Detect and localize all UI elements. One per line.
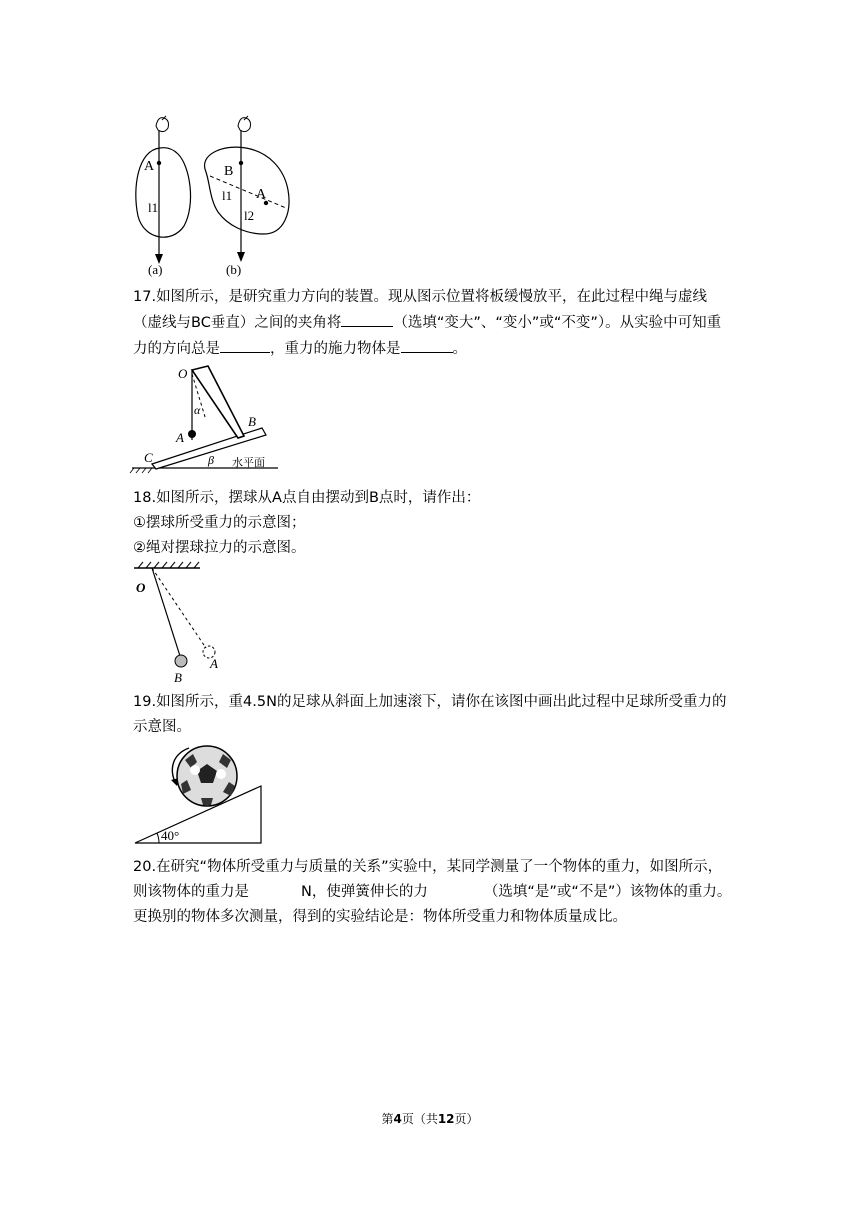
- pendulum-ball-b: [175, 655, 187, 667]
- caption-fig-a: (a): [148, 262, 163, 277]
- label-c: C: [144, 450, 153, 465]
- question-17-line4: 。: [452, 341, 467, 357]
- figure-football-incline: [133, 740, 265, 846]
- hand-icon-b: [238, 116, 251, 132]
- footer-suffix: 页）: [454, 1112, 479, 1126]
- label-b: B: [248, 414, 256, 429]
- question-20-part3: （选填“是”或“不是”）该物体的重力。更换别的物体多次测量，得到的实验结论是：物体所受重力和物体质量成: [133, 884, 732, 925]
- question-18-item1: ①摆球所受重力的示意图；: [133, 515, 306, 531]
- label-b: B: [174, 670, 182, 685]
- label-l1-fig-b: l1: [222, 188, 233, 203]
- label-l2-fig-b: l2: [244, 208, 255, 223]
- caption-fig-b: (b): [226, 262, 242, 277]
- label-beta: β: [208, 453, 214, 467]
- label-ground: 水平面: [232, 456, 265, 469]
- label-o: O: [136, 580, 146, 595]
- hand-icon-a: [156, 116, 169, 132]
- figure-plumb-line: [128, 108, 298, 280]
- label-point-a-fig-a: A: [144, 159, 155, 174]
- question-18-text: 如图所示，摆球从A点自由摆动到B点时，请作出：: [156, 490, 481, 506]
- page-footer: [0, 1110, 860, 1127]
- answer-blank-17-1[interactable]: [341, 310, 393, 327]
- upright-panel: [192, 366, 244, 438]
- question-17-line2: （选填“变大”、“变小”或“不变”）。从实验中可知重力的方向总是: [133, 315, 722, 357]
- question-18-item2: ②绳对摆球拉力的示意图。: [133, 540, 306, 556]
- label-o: O: [178, 366, 188, 381]
- question-19-text: 如图所示，重4.5N的足球从斜面上加速滚下，请你在该图中画出此过程中足球所受重力的示意图。: [133, 694, 727, 735]
- question-17: [133, 285, 733, 362]
- question-17-line3: ，重力的施力物体是: [270, 341, 401, 357]
- label-l1-fig-a: l1: [148, 200, 159, 215]
- footer-total-pages: 12: [437, 1112, 455, 1126]
- answer-blank-17-3[interactable]: [401, 336, 453, 353]
- pendulum-dashed-string: [152, 568, 206, 648]
- question-19-number: 19.: [133, 694, 157, 710]
- answer-blank-20-2[interactable]: [428, 880, 484, 896]
- label-a: A: [210, 656, 218, 671]
- figure-pendulum: [130, 560, 240, 685]
- question-19: [133, 690, 733, 740]
- label-angle: 40°: [161, 828, 180, 843]
- pendulum-string: [152, 568, 180, 656]
- question-18: [133, 486, 733, 561]
- question-18-stem: [133, 486, 733, 511]
- answer-blank-17-2[interactable]: [220, 336, 270, 353]
- question-20-part2: N，使弹簧伸长的力: [301, 884, 428, 900]
- question-17-line1: 如图所示，是研究重力方向的装置。现从图示位置将板缓慢放平，在此过程中绳与虚线（虚线与BC垂直）之间的夹角将: [133, 289, 708, 331]
- label-point-a-fig-b: A: [256, 187, 267, 202]
- answer-blank-20-1[interactable]: [249, 880, 301, 896]
- footer-page-number: 4: [393, 1112, 402, 1126]
- footer-prefix: 第: [381, 1112, 394, 1126]
- label-a: A: [176, 430, 184, 445]
- question-20-part4: 比。: [598, 909, 627, 925]
- label-point-b-fig-b: B: [224, 164, 234, 179]
- plumb-bob: [188, 430, 196, 438]
- question-17-number: 17.: [133, 289, 157, 305]
- question-20-part1: 在研究“物体所受重力与质量的关系”实验中，某同学测量了一个物体的重力，如图所示，则该物体的重力是: [133, 859, 723, 900]
- question-18-number: 18.: [133, 490, 157, 506]
- question-20-number: 20.: [133, 859, 157, 875]
- figure-incline-plumb: [128, 360, 288, 475]
- label-alpha: α: [194, 403, 201, 417]
- footer-mid: 页（共: [401, 1112, 438, 1126]
- question-20: [133, 855, 733, 930]
- football-icon: [177, 746, 237, 806]
